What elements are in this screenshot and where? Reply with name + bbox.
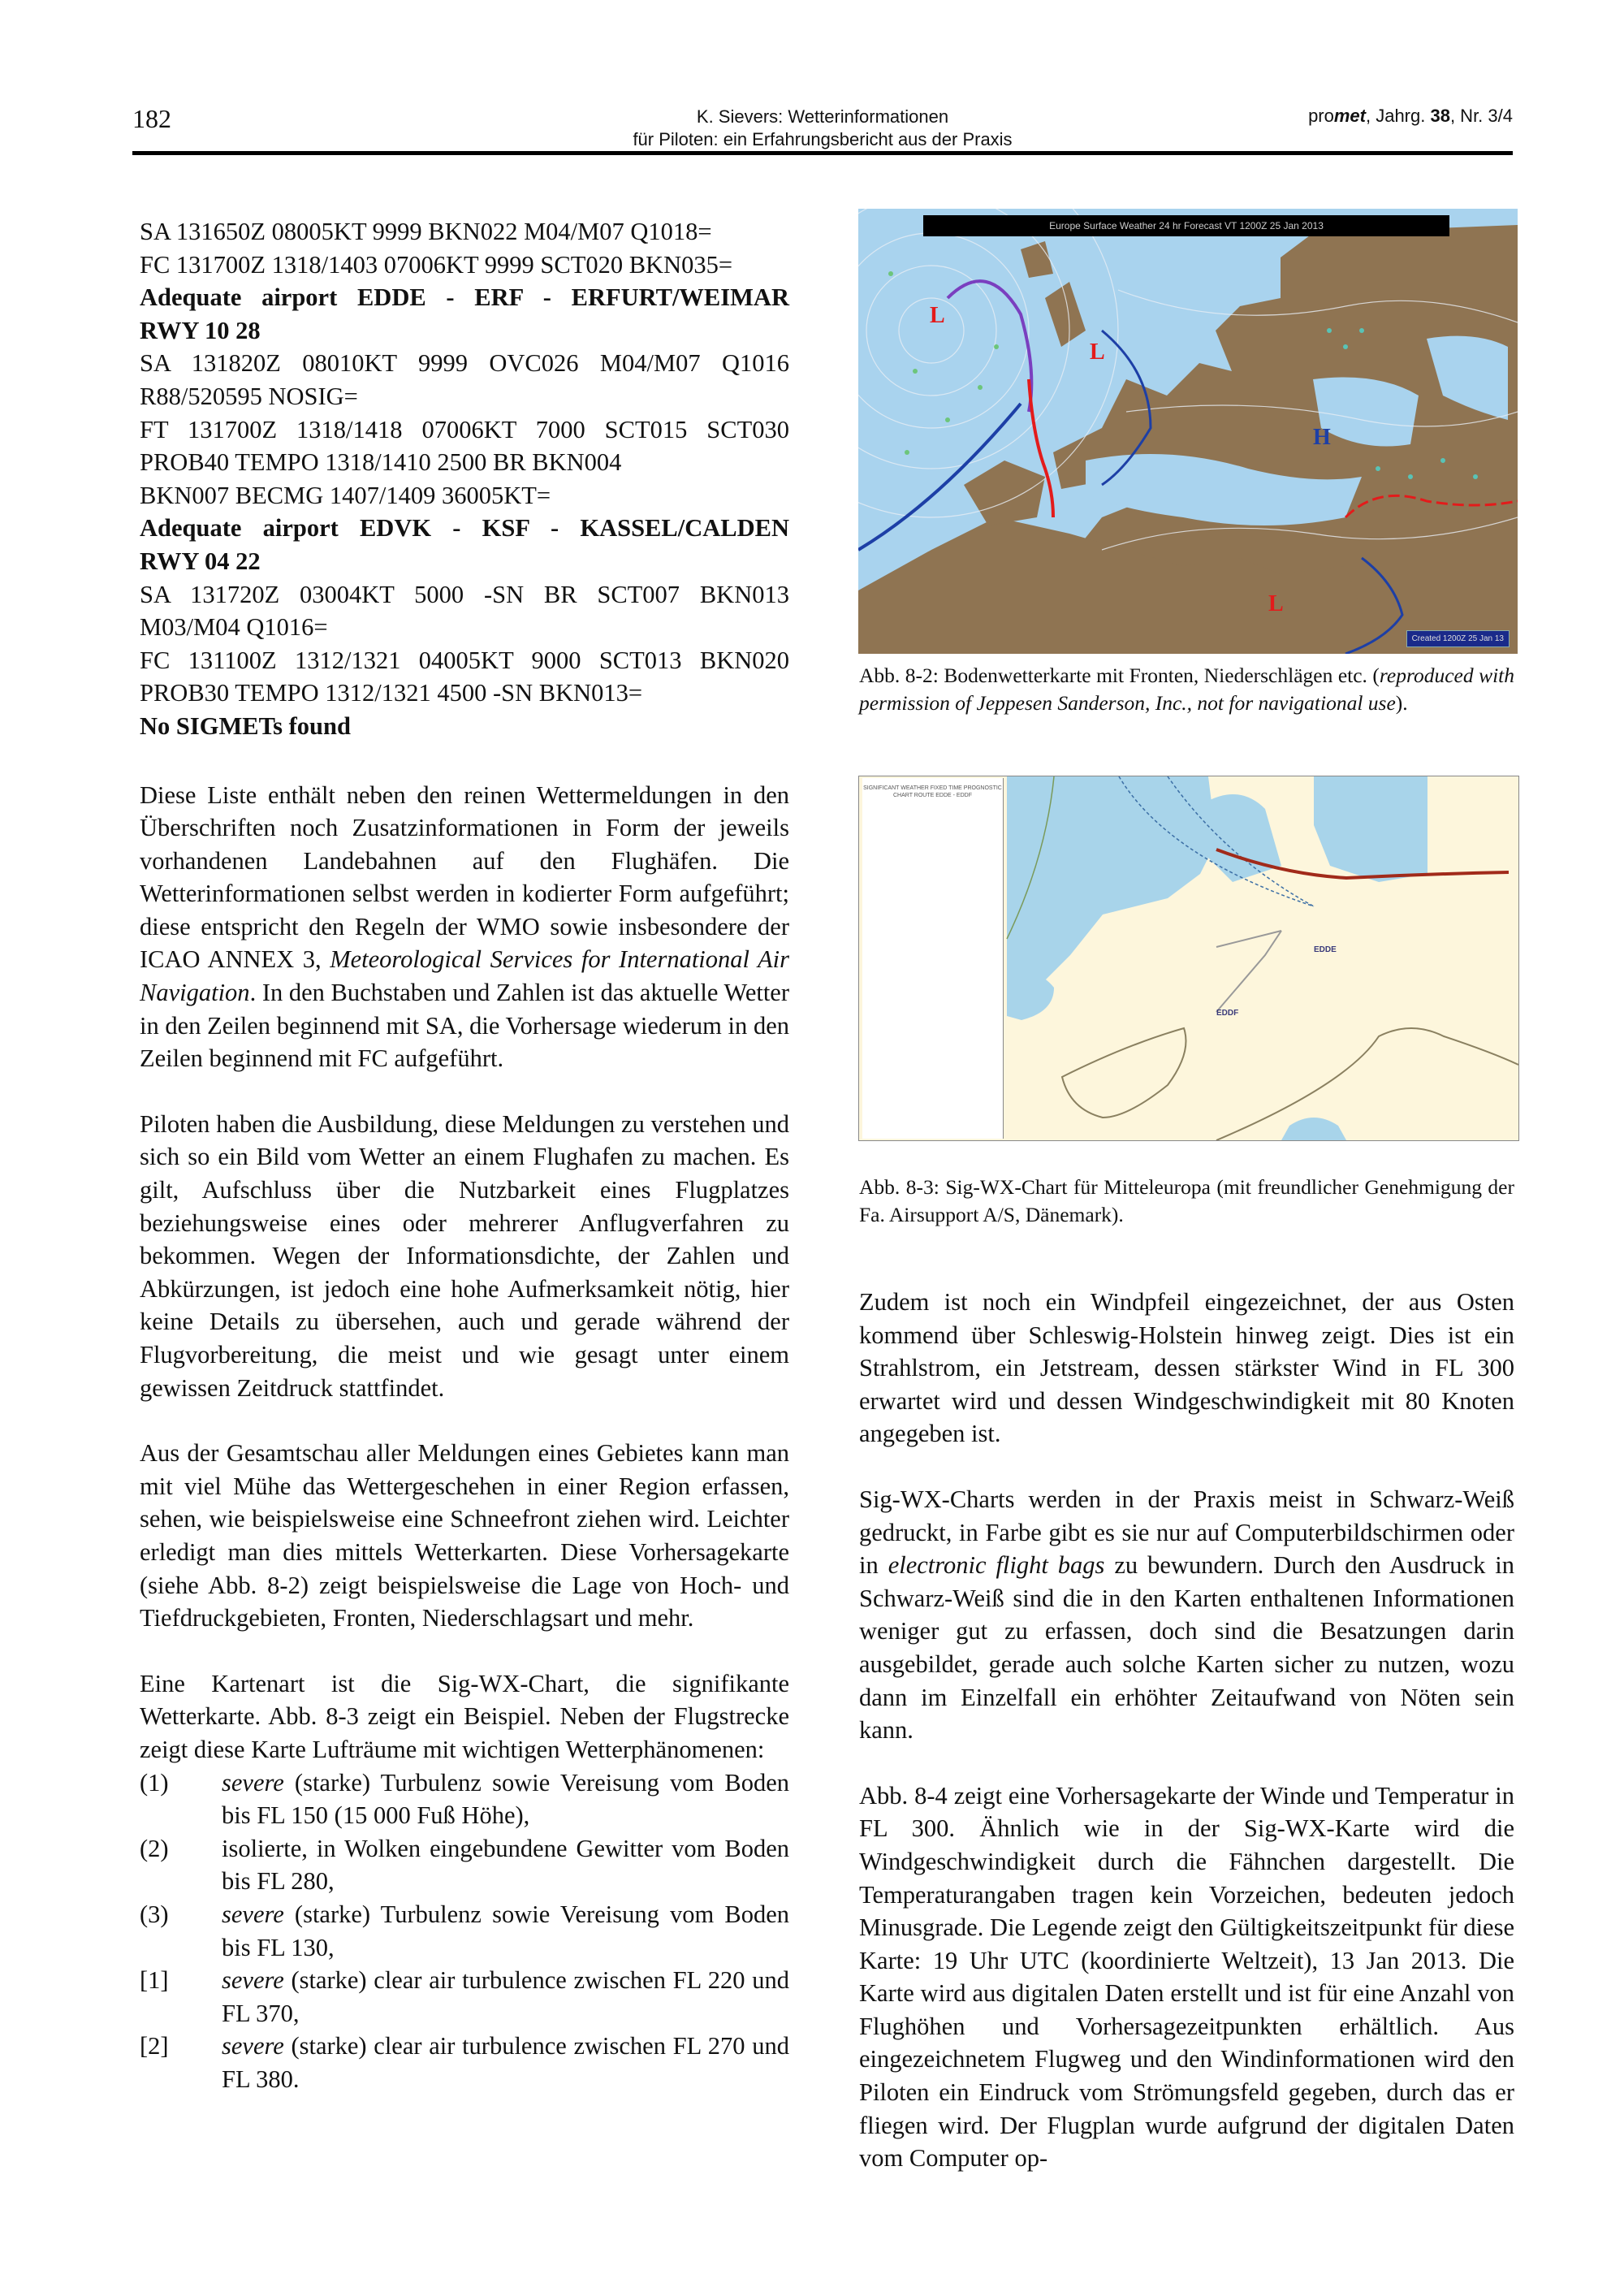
weather-report-line: FC 131700Z 1318/1403 07006KT 9999 SCT020 BKN035= (140, 250, 733, 279)
phenomena-list (140, 1766, 789, 2096)
caption-permission-italic: reproduced with permission of Jeppesen Sanderson, Inc., not for navigational use (859, 664, 1514, 715)
page-number: 182 (132, 104, 171, 133)
sigwx-legend-panel (862, 778, 1004, 1139)
figure-sigwx-chart (858, 776, 1519, 1141)
journal-issue: , Nr. 3/4 (1449, 106, 1513, 126)
airport-heading-line: Adequate airport EDDE - ERF - ERFURT/WEIMAR (140, 283, 789, 312)
journal-prefix: pro (1308, 106, 1334, 126)
list-item-text (222, 1898, 789, 1964)
svg-text:H: H (1313, 425, 1331, 450)
text-run: (starke) clear air turbulence zwischen FL 270 und FL 380. (222, 2032, 789, 2093)
surface-weather-map-image (858, 209, 1518, 654)
weather-report-line: SA 131820Z 08010KT 9999 OVC026 M04/M07 Q1016 (140, 349, 789, 378)
paragraph-sigwx-intro: Eine Kartenart ist die Sig-WX-Chart, die signifikante Wetterkarte. Abb. 8-3 zeigt ein Beispiel. Neben der Flugstrecke zeigt diese Karte Lufträume mit wichtigen Wetterphänomenen: (140, 1669, 789, 1763)
weather-report-line: PROB40 TEMPO 1318/1410 2500 BR BKN004 (140, 448, 622, 477)
running-title (132, 106, 1513, 151)
journal-volume: 38 (1430, 106, 1450, 126)
weather-report-line: BKN007 BECMG 1407/1409 36005KT= (140, 481, 551, 509)
paragraph-jetstream: Zudem ist noch ein Windpfeil eingezeichnet, der aus Osten kommend über Schleswig-Holstein hinweg zeigt. Dies ist ein Strahlstrom, ein Jetstream, dessen stärkster Wind in FL 300 erwartet wird und dessen Windgeschwindigkeit mit 80 Knoten angegeben ist. (859, 1288, 1514, 1448)
list-item (140, 1766, 789, 1832)
weather-report-list (140, 215, 789, 743)
paragraph-wind-temp-chart: Abb. 8-4 zeigt eine Vorhersagekarte der Winde und Temperatur in FL 300. Ähnlich wie in der Sig-WX-Karte wird die Windgeschwindigkeit durch die Fähnchen dargestellt. Die Temperaturangaben tragen kein Vorzeichen, bedeuten jedoch Minusgrade. Die Legende zeigt den Gültigkeitszeitpunkt für diese Karte: 19 Uhr UTC (koordinierte Weltzeit), 13 Jan 2013. Die Karte wird aus digitalen Daten erstellt und ist für eine Anzahl von Flughöhen und Vorhersagezeitpunkten erhältlich. Aus eingezeichnetem Flugweg und den Windinformationen wird den Piloten ein Eindruck vom Strömungsfeld gegeben, durch das er fliegen wird. Der Flugplan wurde aufgrund der digitalen Daten vom Computer op- (859, 1781, 1514, 2173)
list-item (140, 1964, 789, 2030)
airport-heading-line: RWY 04 22 (140, 547, 261, 575)
list-item-text (222, 1832, 789, 1898)
severity-italic: severe (222, 1966, 284, 1995)
text-run: (starke) clear air turbulence zwischen FL 220 und FL 370, (222, 1966, 789, 2027)
airport-label-edde: EDDE (1314, 945, 1337, 954)
journal-reference (1308, 106, 1513, 127)
airport-heading-line: No SIGMETs found (140, 711, 351, 740)
svg-text:L: L (1090, 339, 1105, 365)
airport-heading-line: Adequate airport EDVK - KSF - KASSEL/CALDEN (140, 514, 789, 543)
running-title-line2: für Piloten: ein Erfahrungsbericht aus der Praxis (633, 129, 1013, 149)
severity-italic: severe (222, 2032, 284, 2060)
map-created-stamp: Created 1200Z 25 Jan 13 (1406, 630, 1510, 647)
weather-report-line: SA 131650Z 08005KT 9999 BKN022 M04/M07 Q1018= (140, 218, 712, 245)
running-title-line1: K. Sievers: Wetterinformationen (696, 106, 949, 127)
text-run: (starke) Turbulenz sowie Vereisung vom Boden bis FL 150 (15 000 Fuß Höhe), (222, 1768, 789, 1830)
caption-text: ). (1395, 691, 1408, 715)
legend-title: SIGNIFICANT WEATHER FIXED TIME PROGNOSTIC CHART ROUTE EDDE - EDDF (863, 785, 1002, 798)
right-column (859, 1286, 1514, 2175)
figure-8-2-caption (859, 662, 1514, 717)
figure-8-3-caption: Abb. 8-3: Sig-WX-Chart für Mitteleuropa (mit freundlicher Genehmigung der Fa. Airsupport A/S, Dänemark). (859, 1175, 1514, 1226)
list-item-number: (2) (140, 1834, 169, 1862)
text-run: isolierte, in Wolken eingebundene Gewitter vom Boden bis FL 280, (222, 1834, 789, 1896)
paragraph-bw-print (859, 1483, 1514, 1747)
weather-report-line: PROB30 TEMPO 1312/1321 4500 -SN BKN013= (140, 679, 643, 707)
list-item-text (222, 1964, 789, 2030)
list-item-number: (1) (140, 1768, 169, 1797)
list-item-number: [1] (140, 1966, 169, 1995)
paragraph-weather-charts: Aus der Gesamtschau aller Meldungen eines Gebietes kann man mit viel Mühe das Wettergeschehen in einer Region erfassen, sehen, wie beispielsweise eine Schneefront ziehen wird. Leichter erledigt man dies mittels Wetterkarten. Diese Vorhersagekarte (siehe Abb. 8-2) zeigt beispielsweise die Lage von Hoch- und Tiefdruckgebieten, Fronten, Niederschlagsart und mehr. (140, 1439, 789, 1632)
paragraph-pilot-training: Piloten haben die Ausbildung, diese Meldungen zu verstehen und sich so ein Bild vom Wetter an einem Flughafen zu machen. Es gilt, Aufschluss über die Nutzbarkeit eines Flugplatzes beziehungsweise eines oder mehrerer Anflugverfahren zu bekommen. Wegen der Informationsdichte, der Zahlen und Abkürzungen, ist jedoch eine hohe Aufmerksamkeit nötig, hier keine Details zu übersehen, auch und gerade während der Flugvorbereitung, die meist und wie gesagt unter einem gewissen Zeitdruck stattfindet. (140, 1109, 789, 1402)
header-rule (132, 151, 1513, 155)
airport-label-eddf: EDDF (1216, 1009, 1239, 1018)
text-run: zu bewundern. Durch den Ausdruck in Schwarz-Weiß sind die in den Karten enthaltenen Informationen weniger gut zu erfassen, doch sind die Besatzungen darin ausgebildet, gerade auch solche Karten sicher zu nutzen, wozu dann im Einzelfall ein erhöhter Zeitaufwand von Nöten sein kann. (859, 1551, 1514, 1745)
list-item-text (222, 2030, 789, 2095)
severity-italic: severe (222, 1900, 284, 1928)
svg-text:L: L (1268, 591, 1284, 616)
caption-text: Abb. 8-2: Bodenwetterkarte mit Fronten, Niederschlägen etc. ( (859, 664, 1380, 687)
figure-surface-weather-map (858, 209, 1518, 654)
text-run: Sig-WX-Charts werden in der Praxis meist in Schwarz-Weiß gedruckt, in Farbe gibt es sie nur auf Computerbildschirmen oder in (859, 1485, 1514, 1580)
list-item-text (222, 1766, 789, 1832)
text-run: . In den Buchstaben und Zahlen ist das aktuelle Wetter in den Zeilen beginnend mit SA, die Vorhersage wiederum in den Zeilen beginnend mit FC aufgeführt. (140, 979, 789, 1073)
weather-report-line: FC 131100Z 1312/1321 04005KT 9000 SCT013 BKN020 (140, 646, 789, 674)
text-run: Diese Liste enthält neben den reinen Wettermeldungen in den Überschriften noch Zusatzinformationen in Form der jeweils vorhandenen Landebahnen auf den Flughäfen. Die Wetterinformationen selbst werden in kodierter Form aufgeführt; diese entspricht den Regeln der WMO sowie insbesondere der ICAO ANNEX 3, (140, 780, 789, 974)
svg-text:L: L (930, 303, 945, 328)
weather-report-line: FT 131700Z 1318/1418 07006KT 7000 SCT015 SCT030 (140, 415, 789, 443)
list-item-number: [2] (140, 2032, 169, 2060)
annex-title-italic: Meteorological Services for International Air Navigation (140, 945, 789, 1007)
airport-heading-line: RWY 10 28 (140, 316, 261, 344)
list-item (140, 1832, 789, 1898)
weather-report-line: SA 131720Z 03004KT 5000 -SN BR SCT007 BKN013 (140, 580, 789, 608)
list-item (140, 2030, 789, 2095)
list-item (140, 1898, 789, 1964)
left-column (140, 215, 789, 2095)
text-run: (starke) Turbulenz sowie Vereisung vom Boden bis FL 130, (222, 1900, 789, 1961)
efb-italic: electronic flight bags (888, 1551, 1105, 1580)
journal-brand: met (1333, 106, 1366, 126)
map-title-banner: Europe Surface Weather 24 hr Forecast VT 1200Z 25 Jan 2013 (923, 215, 1449, 236)
severity-italic: severe (222, 1768, 284, 1797)
paragraph-codes-explained (140, 779, 789, 1075)
list-item-number: (3) (140, 1900, 169, 1928)
journal-year-label: , Jahrg. (1365, 106, 1431, 126)
running-header (132, 104, 1513, 153)
weather-report-line: M03/M04 Q1016= (140, 613, 328, 642)
weather-report-line: R88/520595 NOSIG= (140, 382, 358, 410)
